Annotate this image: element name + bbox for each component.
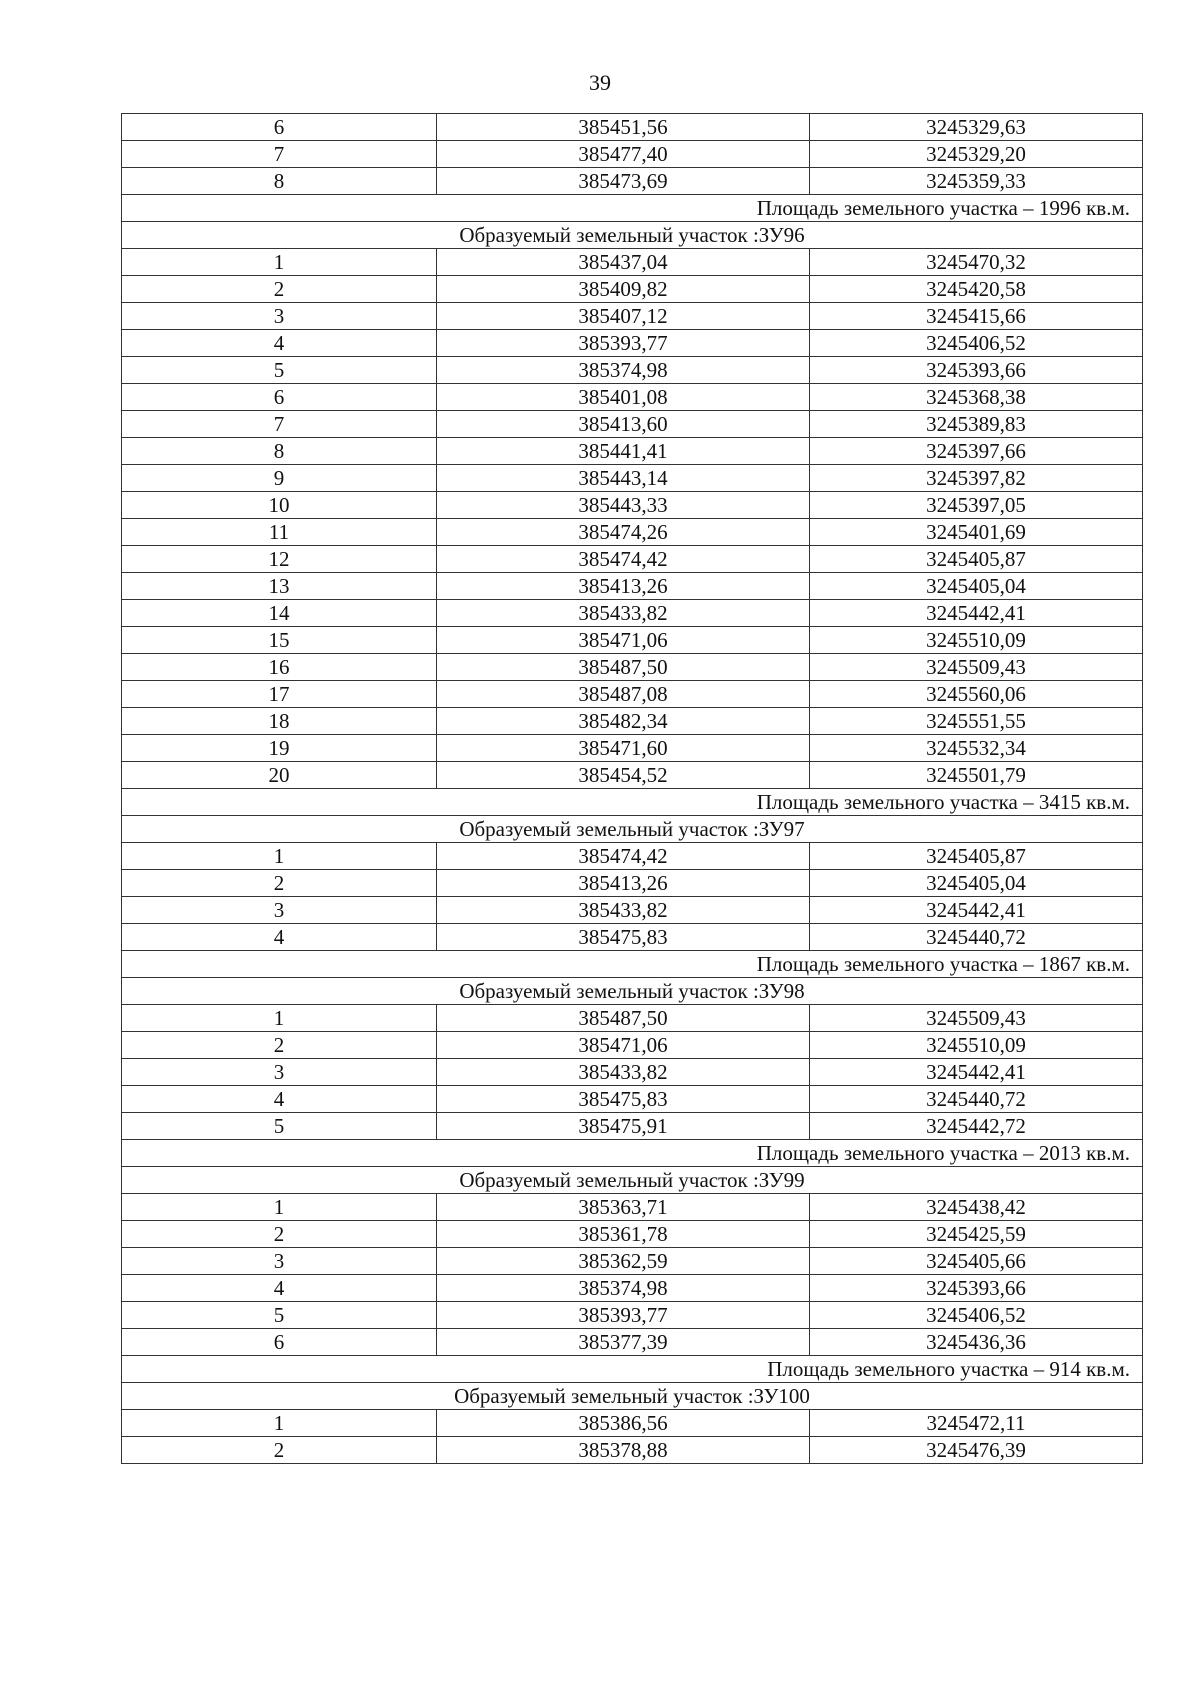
- table-row: [122, 924, 1143, 951]
- point-number-cell: 20: [122, 762, 437, 789]
- x-coordinate-cell: 385471,06: [437, 627, 810, 654]
- parcel-area-text: Площадь земельного участка – 2013 кв.м.: [122, 1140, 1143, 1167]
- table-row: [122, 1437, 1143, 1464]
- x-coordinate-cell: 385393,77: [437, 330, 810, 357]
- y-coordinate-cell: 3245329,63: [810, 114, 1143, 141]
- parcel-area-text: Площадь земельного участка – 1996 кв.м.: [122, 195, 1143, 222]
- table-row: [122, 627, 1143, 654]
- x-coordinate-cell: 385477,40: [437, 141, 810, 168]
- x-coordinate-cell: 385471,60: [437, 735, 810, 762]
- x-coordinate-cell: 385473,69: [437, 168, 810, 195]
- coordinates-table: [121, 113, 1143, 1464]
- table-row: [122, 708, 1143, 735]
- area-row: [122, 951, 1143, 978]
- area-row: [122, 789, 1143, 816]
- y-coordinate-cell: 3245510,09: [810, 627, 1143, 654]
- x-coordinate-cell: 385407,12: [437, 303, 810, 330]
- x-coordinate-cell: 385413,26: [437, 870, 810, 897]
- y-coordinate-cell: 3245397,05: [810, 492, 1143, 519]
- section-heading-row: [122, 222, 1143, 249]
- y-coordinate-cell: 3245368,38: [810, 384, 1143, 411]
- table-row: [122, 276, 1143, 303]
- x-coordinate-cell: 385487,50: [437, 1005, 810, 1032]
- point-number-cell: 4: [122, 1275, 437, 1302]
- point-number-cell: 18: [122, 708, 437, 735]
- point-number-cell: 16: [122, 654, 437, 681]
- point-number-cell: 1: [122, 1005, 437, 1032]
- table-row: [122, 843, 1143, 870]
- y-coordinate-cell: 3245425,59: [810, 1221, 1143, 1248]
- y-coordinate-cell: 3245560,06: [810, 681, 1143, 708]
- y-coordinate-cell: 3245401,69: [810, 519, 1143, 546]
- x-coordinate-cell: 385393,77: [437, 1302, 810, 1329]
- table-row: [122, 168, 1143, 195]
- point-number-cell: 1: [122, 843, 437, 870]
- parcel-area-text: Площадь земельного участка – 914 кв.м.: [122, 1356, 1143, 1383]
- table-row: [122, 897, 1143, 924]
- y-coordinate-cell: 3245551,55: [810, 708, 1143, 735]
- x-coordinate-cell: 385413,60: [437, 411, 810, 438]
- x-coordinate-cell: 385475,91: [437, 1113, 810, 1140]
- x-coordinate-cell: 385433,82: [437, 897, 810, 924]
- table-row: [122, 141, 1143, 168]
- y-coordinate-cell: 3245397,82: [810, 465, 1143, 492]
- y-coordinate-cell: 3245405,04: [810, 573, 1143, 600]
- y-coordinate-cell: 3245420,58: [810, 276, 1143, 303]
- x-coordinate-cell: 385443,14: [437, 465, 810, 492]
- table-row: [122, 492, 1143, 519]
- x-coordinate-cell: 385443,33: [437, 492, 810, 519]
- point-number-cell: 12: [122, 546, 437, 573]
- x-coordinate-cell: 385377,39: [437, 1329, 810, 1356]
- table-row: [122, 1005, 1143, 1032]
- table-row: [122, 1410, 1143, 1437]
- section-heading-row: [122, 1383, 1143, 1410]
- parcel-heading: Образуемый земельный участок :ЗУ99: [122, 1167, 1143, 1194]
- x-coordinate-cell: 385474,42: [437, 546, 810, 573]
- x-coordinate-cell: 385441,41: [437, 438, 810, 465]
- table-row: [122, 1329, 1143, 1356]
- x-coordinate-cell: 385401,08: [437, 384, 810, 411]
- point-number-cell: 10: [122, 492, 437, 519]
- point-number-cell: 8: [122, 168, 437, 195]
- x-coordinate-cell: 385409,82: [437, 276, 810, 303]
- point-number-cell: 15: [122, 627, 437, 654]
- page-number: 39: [589, 70, 611, 95]
- x-coordinate-cell: 385361,78: [437, 1221, 810, 1248]
- y-coordinate-cell: 3245405,87: [810, 843, 1143, 870]
- point-number-cell: 4: [122, 330, 437, 357]
- y-coordinate-cell: 3245442,41: [810, 600, 1143, 627]
- parcel-heading: Образуемый земельный участок :ЗУ97: [122, 816, 1143, 843]
- y-coordinate-cell: 3245440,72: [810, 924, 1143, 951]
- x-coordinate-cell: 385433,82: [437, 600, 810, 627]
- y-coordinate-cell: 3245510,09: [810, 1032, 1143, 1059]
- point-number-cell: 1: [122, 249, 437, 276]
- point-number-cell: 3: [122, 1059, 437, 1086]
- table-row: [122, 1248, 1143, 1275]
- point-number-cell: 13: [122, 573, 437, 600]
- table-row: [122, 1032, 1143, 1059]
- table-row: [122, 762, 1143, 789]
- point-number-cell: 2: [122, 1437, 437, 1464]
- point-number-cell: 2: [122, 1221, 437, 1248]
- y-coordinate-cell: 3245389,83: [810, 411, 1143, 438]
- x-coordinate-cell: 385374,98: [437, 357, 810, 384]
- table-row: [122, 1275, 1143, 1302]
- parcel-heading: Образуемый земельный участок :ЗУ96: [122, 222, 1143, 249]
- table-row: [122, 384, 1143, 411]
- y-coordinate-cell: 3245393,66: [810, 1275, 1143, 1302]
- parcel-area-text: Площадь земельного участка – 3415 кв.м.: [122, 789, 1143, 816]
- point-number-cell: 5: [122, 1302, 437, 1329]
- y-coordinate-cell: 3245438,42: [810, 1194, 1143, 1221]
- point-number-cell: 1: [122, 1194, 437, 1221]
- x-coordinate-cell: 385451,56: [437, 114, 810, 141]
- y-coordinate-cell: 3245442,41: [810, 897, 1143, 924]
- point-number-cell: 6: [122, 1329, 437, 1356]
- point-number-cell: 9: [122, 465, 437, 492]
- point-number-cell: 4: [122, 1086, 437, 1113]
- section-heading-row: [122, 816, 1143, 843]
- y-coordinate-cell: 3245472,11: [810, 1410, 1143, 1437]
- y-coordinate-cell: 3245329,20: [810, 141, 1143, 168]
- table-row: [122, 600, 1143, 627]
- table-row: [122, 1302, 1143, 1329]
- point-number-cell: 6: [122, 114, 437, 141]
- y-coordinate-cell: 3245470,32: [810, 249, 1143, 276]
- table-row: [122, 357, 1143, 384]
- section-heading-row: [122, 978, 1143, 1005]
- y-coordinate-cell: 3245405,87: [810, 546, 1143, 573]
- x-coordinate-cell: 385374,98: [437, 1275, 810, 1302]
- table-row: [122, 1059, 1143, 1086]
- parcel-heading: Образуемый земельный участок :ЗУ100: [122, 1383, 1143, 1410]
- y-coordinate-cell: 3245415,66: [810, 303, 1143, 330]
- parcel-area-text: Площадь земельного участка – 1867 кв.м.: [122, 951, 1143, 978]
- table-row: [122, 681, 1143, 708]
- y-coordinate-cell: 3245442,72: [810, 1113, 1143, 1140]
- point-number-cell: 8: [122, 438, 437, 465]
- table-row: [122, 411, 1143, 438]
- point-number-cell: 7: [122, 141, 437, 168]
- x-coordinate-cell: 385475,83: [437, 924, 810, 951]
- parcel-heading: Образуемый земельный участок :ЗУ98: [122, 978, 1143, 1005]
- area-row: [122, 1356, 1143, 1383]
- table-row: [122, 330, 1143, 357]
- table-row: [122, 1194, 1143, 1221]
- area-row: [122, 1140, 1143, 1167]
- point-number-cell: 2: [122, 276, 437, 303]
- table-row: [122, 870, 1143, 897]
- y-coordinate-cell: 3245393,66: [810, 357, 1143, 384]
- point-number-cell: 3: [122, 1248, 437, 1275]
- table-row: [122, 303, 1143, 330]
- y-coordinate-cell: 3245501,79: [810, 762, 1143, 789]
- point-number-cell: 17: [122, 681, 437, 708]
- point-number-cell: 6: [122, 384, 437, 411]
- x-coordinate-cell: 385482,34: [437, 708, 810, 735]
- x-coordinate-cell: 385437,04: [437, 249, 810, 276]
- y-coordinate-cell: 3245397,66: [810, 438, 1143, 465]
- table-row: [122, 1113, 1143, 1140]
- point-number-cell: 2: [122, 1032, 437, 1059]
- y-coordinate-cell: 3245406,52: [810, 330, 1143, 357]
- point-number-cell: 5: [122, 357, 437, 384]
- x-coordinate-cell: 385487,50: [437, 654, 810, 681]
- x-coordinate-cell: 385433,82: [437, 1059, 810, 1086]
- x-coordinate-cell: 385474,42: [437, 843, 810, 870]
- table-row: [122, 654, 1143, 681]
- x-coordinate-cell: 385471,06: [437, 1032, 810, 1059]
- y-coordinate-cell: 3245406,52: [810, 1302, 1143, 1329]
- x-coordinate-cell: 385454,52: [437, 762, 810, 789]
- y-coordinate-cell: 3245442,41: [810, 1059, 1143, 1086]
- y-coordinate-cell: 3245436,36: [810, 1329, 1143, 1356]
- point-number-cell: 14: [122, 600, 437, 627]
- coordinates-table-body: [122, 114, 1143, 1464]
- point-number-cell: 7: [122, 411, 437, 438]
- y-coordinate-cell: 3245440,72: [810, 1086, 1143, 1113]
- x-coordinate-cell: 385413,26: [437, 573, 810, 600]
- y-coordinate-cell: 3245476,39: [810, 1437, 1143, 1464]
- point-number-cell: 19: [122, 735, 437, 762]
- x-coordinate-cell: 385386,56: [437, 1410, 810, 1437]
- table-row: [122, 438, 1143, 465]
- point-number-cell: 3: [122, 897, 437, 924]
- x-coordinate-cell: 385378,88: [437, 1437, 810, 1464]
- y-coordinate-cell: 3245509,43: [810, 654, 1143, 681]
- point-number-cell: 2: [122, 870, 437, 897]
- table-row: [122, 1221, 1143, 1248]
- point-number-cell: 11: [122, 519, 437, 546]
- area-row: [122, 195, 1143, 222]
- table-row: [122, 249, 1143, 276]
- y-coordinate-cell: 3245532,34: [810, 735, 1143, 762]
- y-coordinate-cell: 3245509,43: [810, 1005, 1143, 1032]
- x-coordinate-cell: 385475,83: [437, 1086, 810, 1113]
- x-coordinate-cell: 385363,71: [437, 1194, 810, 1221]
- point-number-cell: 4: [122, 924, 437, 951]
- table-row: [122, 114, 1143, 141]
- table-row: [122, 735, 1143, 762]
- x-coordinate-cell: 385487,08: [437, 681, 810, 708]
- table-row: [122, 573, 1143, 600]
- table-row: [122, 546, 1143, 573]
- table-row: [122, 1086, 1143, 1113]
- table-row: [122, 465, 1143, 492]
- point-number-cell: 5: [122, 1113, 437, 1140]
- x-coordinate-cell: 385474,26: [437, 519, 810, 546]
- y-coordinate-cell: 3245405,04: [810, 870, 1143, 897]
- y-coordinate-cell: 3245405,66: [810, 1248, 1143, 1275]
- y-coordinate-cell: 3245359,33: [810, 168, 1143, 195]
- section-heading-row: [122, 1167, 1143, 1194]
- point-number-cell: 1: [122, 1410, 437, 1437]
- table-row: [122, 519, 1143, 546]
- point-number-cell: 3: [122, 303, 437, 330]
- x-coordinate-cell: 385362,59: [437, 1248, 810, 1275]
